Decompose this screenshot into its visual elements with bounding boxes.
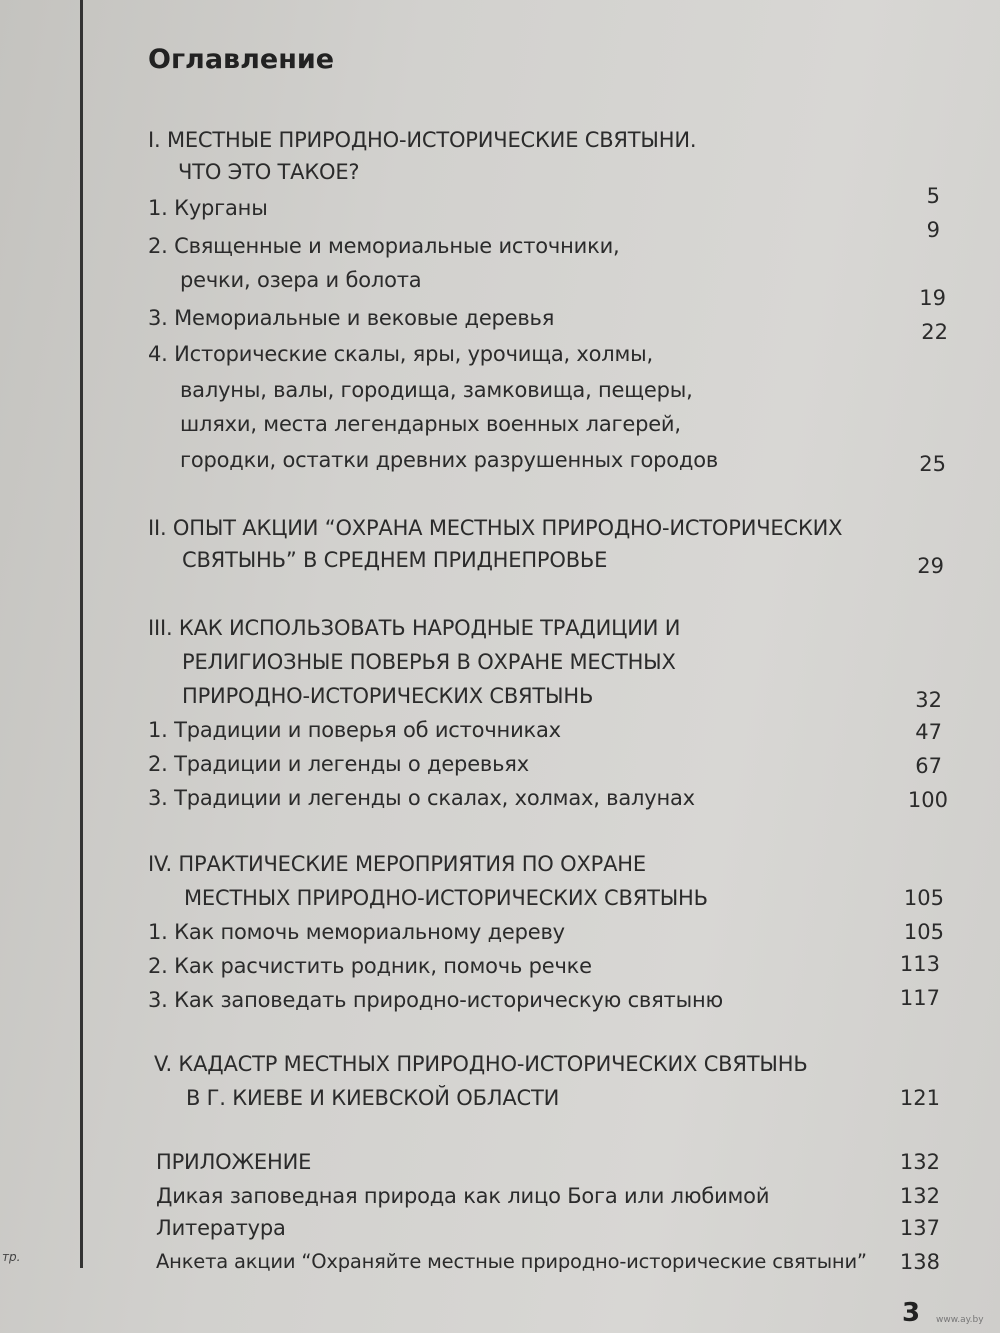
- toc-line: городки, остатки древних разрушенных городов: [180, 448, 719, 472]
- toc-line: 3. Как заповедать природно-историческую святыню: [148, 988, 723, 1012]
- toc-line: III. КАК ИСПОЛЬЗОВАТЬ НАРОДНЫЕ ТРАДИЦИИ И: [148, 616, 681, 640]
- toc-line: СВЯТЫНЬ” В СРЕДНЕМ ПРИДНЕПРОВЬЕ: [182, 548, 608, 572]
- toc-line: МЕСТНЫХ ПРИРОДНО-ИСТОРИЧЕСКИХ СВЯТЫНЬ: [184, 886, 708, 910]
- page-folio-number: 3: [902, 1298, 921, 1328]
- toc-page-number: 9: [926, 218, 940, 242]
- toc-line: Литература: [156, 1216, 286, 1240]
- margin-rule: [80, 0, 83, 1268]
- toc-page-number: 105: [903, 920, 944, 944]
- toc-page-number: 47: [915, 720, 942, 744]
- toc-line: 3. Мемориальные и вековые деревья: [148, 306, 555, 330]
- toc-page-number: 138: [899, 1250, 940, 1274]
- toc-line: 1. Как помочь мемориальному дереву: [148, 920, 565, 944]
- toc-line: ПРИЛОЖЕНИЕ: [156, 1150, 312, 1174]
- toc-line: ЧТО ЭТО ТАКОЕ?: [178, 160, 360, 184]
- toc-page-number: 5: [926, 184, 940, 208]
- toc-line: I. МЕСТНЫЕ ПРИРОДНО-ИСТОРИЧЕСКИЕ СВЯТЫНИ.: [148, 128, 697, 152]
- toc-line: В Г. КИЕВЕ И КИЕВСКОЙ ОБЛАСТИ: [186, 1086, 560, 1110]
- toc-line: 1. Традиции и поверья об источниках: [148, 718, 561, 742]
- toc-page-number: 100: [907, 788, 948, 812]
- toc-page-number: 117: [899, 986, 940, 1010]
- toc-line: Дикая заповедная природа как лицо Бога или любимой: [156, 1184, 770, 1208]
- toc-page-number: 25: [919, 452, 946, 476]
- toc-line: 2. Священные и мемориальные источники,: [148, 234, 620, 258]
- toc-page-number: 121: [899, 1086, 940, 1110]
- toc-line: 2. Традиции и легенды о деревьях: [148, 752, 529, 776]
- toc-page-number: 67: [915, 754, 942, 778]
- toc-line: ПРИРОДНО-ИСТОРИЧЕСКИХ СВЯТЫНЬ: [182, 684, 594, 708]
- toc-heading: Оглавление: [148, 44, 335, 75]
- toc-page-number: 137: [899, 1216, 940, 1240]
- watermark: www.ay.by: [936, 1315, 984, 1325]
- toc-page-number: 105: [903, 886, 944, 910]
- toc-line: 1. Курганы: [148, 196, 268, 220]
- toc-line: 4. Исторические скалы, яры, урочища, холмы,: [148, 342, 654, 366]
- toc-page-number: 19: [919, 286, 946, 310]
- toc-line: II. ОПЫТ АКЦИИ “ОХРАНА МЕСТНЫХ ПРИРОДНО-ИСТОРИЧЕСКИХ: [148, 516, 843, 540]
- toc-line: IV. ПРАКТИЧЕСКИЕ МЕРОПРИЯТИЯ ПО ОХРАНЕ: [148, 852, 646, 876]
- toc-line: речки, озера и болота: [180, 268, 422, 292]
- toc-line: РЕЛИГИОЗНЫЕ ПОВЕРЬЯ В ОХРАНЕ МЕСТНЫХ: [182, 650, 676, 674]
- margin-handwritten-mark: тр.: [2, 1250, 21, 1264]
- toc-page-number: 132: [899, 1150, 940, 1174]
- toc-line: Анкета акции “Охраняйте местные природно-исторические святыни”: [156, 1250, 867, 1273]
- toc-page-number: 29: [917, 554, 944, 578]
- toc-line: 2. Как расчистить родник, помочь речке: [148, 954, 592, 978]
- toc-line: 3. Традиции и легенды о скалах, холмах, валунах: [148, 786, 695, 810]
- toc-page-number: 32: [915, 688, 942, 712]
- toc-line: шляхи, места легендарных военных лагерей,: [180, 412, 681, 436]
- toc-page-number: 22: [921, 320, 948, 344]
- toc-line: валуны, валы, городища, замковища, пещеры,: [180, 378, 693, 402]
- toc-page-number: 132: [899, 1184, 940, 1208]
- toc-line: V. КАДАСТР МЕСТНЫХ ПРИРОДНО-ИСТОРИЧЕСКИХ СВЯТЫНЬ: [154, 1052, 808, 1076]
- toc-page-number: 113: [899, 952, 940, 976]
